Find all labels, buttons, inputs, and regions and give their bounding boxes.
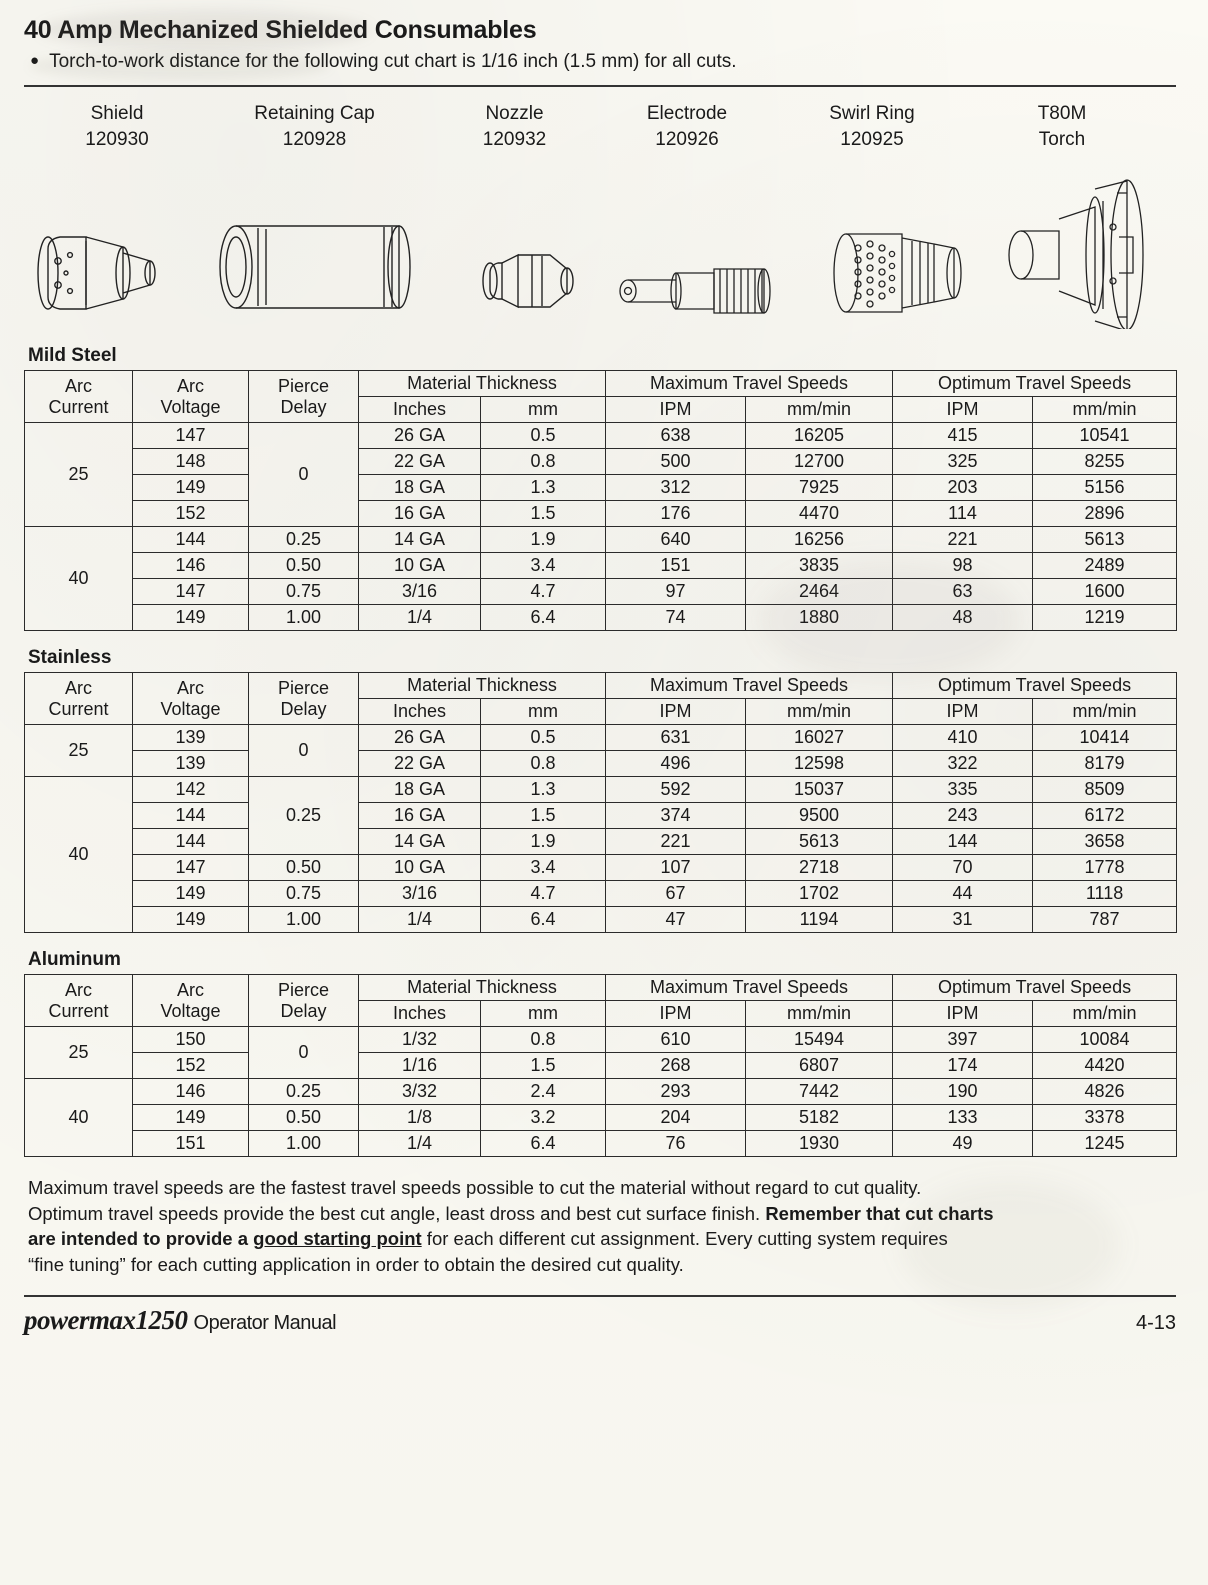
cell-inches: 14 GA <box>359 527 481 553</box>
table-row <box>25 475 1177 501</box>
part-number: 120926 <box>655 128 719 150</box>
cell-opt-mmmin: 2489 <box>1033 553 1177 579</box>
cell-arc-current: 25 <box>25 1027 133 1079</box>
consumables-diagram <box>24 154 1184 329</box>
cell-opt-mmmin: 1600 <box>1033 579 1177 605</box>
cell-inches: 26 GA <box>359 725 481 751</box>
header-opt-travel: Optimum Travel Speeds <box>893 975 1177 1001</box>
cell-max-mmmin: 4470 <box>746 501 893 527</box>
cell-opt-ipm: 133 <box>893 1105 1033 1131</box>
part-number: 120930 <box>85 128 149 150</box>
part-swirl-ring <box>772 101 972 152</box>
cell-voltage: 152 <box>133 1053 249 1079</box>
part-nozzle <box>427 101 602 152</box>
footnote-line-2: Optimum travel speeds provide the best cut angle, least dross and best cut surface finish. Remember that cut charts <box>28 1202 994 1224</box>
cell-arc-current: 25 <box>25 423 133 527</box>
cell-max-ipm: 640 <box>606 527 746 553</box>
consumables-labels <box>24 101 1184 152</box>
cut-chart-mild-steel <box>24 370 1177 631</box>
cell-max-mmmin: 6807 <box>746 1053 893 1079</box>
cut-chart-stainless <box>24 672 1177 933</box>
table-row <box>25 527 1177 553</box>
cell-opt-ipm: 31 <box>893 907 1033 933</box>
part-shield <box>32 101 202 152</box>
swirl-ring-art <box>824 214 974 329</box>
table-row <box>25 553 1177 579</box>
cell-voltage: 149 <box>133 881 249 907</box>
cell-voltage: 147 <box>133 579 249 605</box>
cell-max-mmmin: 7442 <box>746 1079 893 1105</box>
cell-mm: 6.4 <box>481 605 606 631</box>
header-mmmin-max: mm/min <box>746 699 893 725</box>
page-title: 40 Amp Mechanized Shielded Consumables <box>24 16 537 44</box>
cell-max-ipm: 176 <box>606 501 746 527</box>
part-number: 120928 <box>282 128 347 150</box>
cell-max-mmmin: 1702 <box>746 881 893 907</box>
cell-delay: 1.00 <box>249 1131 359 1157</box>
cell-mm: 1.5 <box>481 803 606 829</box>
cell-inches: 16 GA <box>359 501 481 527</box>
header-mm: mm <box>481 699 606 725</box>
header-ipm-max: IPM <box>606 397 746 423</box>
cell-max-ipm: 67 <box>606 881 746 907</box>
cell-voltage: 147 <box>133 423 249 449</box>
cell-inches: 10 GA <box>359 553 481 579</box>
cell-mm: 1.3 <box>481 777 606 803</box>
cell-opt-mmmin: 10084 <box>1033 1027 1177 1053</box>
table-row <box>25 751 1177 777</box>
footnote-line-1: Maximum travel speeds are the fastest travel speeds possible to cut the material without regard to cut quality. <box>28 1177 922 1199</box>
part-number: Torch <box>1038 128 1086 150</box>
cell-inches: 1/8 <box>359 1105 481 1131</box>
table-row <box>25 777 1177 803</box>
header-pierce-delay: Pierce Delay <box>249 975 359 1027</box>
part-electrode <box>602 101 772 152</box>
cell-max-ipm: 374 <box>606 803 746 829</box>
cell-voltage: 149 <box>133 1105 249 1131</box>
section-label-mild-steel: Mild Steel <box>28 345 117 367</box>
cell-delay: 0.50 <box>249 1105 359 1131</box>
table-row <box>25 501 1177 527</box>
torch-art <box>999 169 1159 329</box>
part-name: T80M <box>1037 103 1087 124</box>
cell-max-ipm: 500 <box>606 449 746 475</box>
cell-opt-ipm: 410 <box>893 725 1033 751</box>
cell-opt-ipm: 415 <box>893 423 1033 449</box>
cell-opt-ipm: 397 <box>893 1027 1033 1053</box>
cell-opt-ipm: 221 <box>893 527 1033 553</box>
cell-voltage: 146 <box>133 1079 249 1105</box>
table-row <box>25 449 1177 475</box>
cell-delay: 0.25 <box>249 1079 359 1105</box>
cell-mm: 0.5 <box>481 725 606 751</box>
table-row <box>25 579 1177 605</box>
cell-inches: 14 GA <box>359 829 481 855</box>
table-row <box>25 605 1177 631</box>
header-ipm-opt: IPM <box>893 699 1033 725</box>
cell-max-ipm: 74 <box>606 605 746 631</box>
cell-max-mmmin: 1194 <box>746 907 893 933</box>
cell-max-ipm: 221 <box>606 829 746 855</box>
cell-voltage: 148 <box>133 449 249 475</box>
cell-mm: 1.5 <box>481 1053 606 1079</box>
cell-opt-mmmin: 8255 <box>1033 449 1177 475</box>
table-row <box>25 1131 1177 1157</box>
cell-mm: 4.7 <box>481 881 606 907</box>
cell-arc-current: 40 <box>25 777 133 933</box>
part-retaining-cap <box>202 101 427 152</box>
footnote-block <box>28 1175 1178 1277</box>
cell-max-mmmin: 15494 <box>746 1027 893 1053</box>
cell-opt-ipm: 203 <box>893 475 1033 501</box>
cell-max-ipm: 610 <box>606 1027 746 1053</box>
cell-mm: 0.8 <box>481 1027 606 1053</box>
header-inches: Inches <box>359 397 481 423</box>
cell-voltage: 146 <box>133 553 249 579</box>
part-name: Electrode <box>646 103 728 124</box>
cell-voltage: 139 <box>133 751 249 777</box>
cell-mm: 3.4 <box>481 553 606 579</box>
page-number: 4-13 <box>1135 1312 1176 1335</box>
cell-max-mmmin: 1880 <box>746 605 893 631</box>
table-header-row <box>25 975 1177 1001</box>
table-row <box>25 1027 1177 1053</box>
cell-max-ipm: 97 <box>606 579 746 605</box>
cell-max-mmmin: 2718 <box>746 855 893 881</box>
cell-inches: 18 GA <box>359 475 481 501</box>
cell-opt-ipm: 114 <box>893 501 1033 527</box>
cell-max-ipm: 496 <box>606 751 746 777</box>
cell-max-mmmin: 15037 <box>746 777 893 803</box>
table-row <box>25 829 1177 855</box>
cell-delay: 0 <box>249 1027 359 1079</box>
cell-opt-ipm: 98 <box>893 553 1033 579</box>
cell-opt-mmmin: 8179 <box>1033 751 1177 777</box>
cell-mm: 2.4 <box>481 1079 606 1105</box>
header-material-thickness: Material Thickness <box>359 673 606 699</box>
header-ipm-max: IPM <box>606 1001 746 1027</box>
cell-max-mmmin: 9500 <box>746 803 893 829</box>
cell-opt-ipm: 44 <box>893 881 1033 907</box>
cell-max-mmmin: 2464 <box>746 579 893 605</box>
cell-max-mmmin: 1930 <box>746 1131 893 1157</box>
part-name: Nozzle <box>485 103 544 124</box>
cell-mm: 3.4 <box>481 855 606 881</box>
cell-opt-mmmin: 6172 <box>1033 803 1177 829</box>
electrode-art <box>614 249 789 329</box>
header-inches: Inches <box>359 699 481 725</box>
table-row <box>25 855 1177 881</box>
cell-inches: 18 GA <box>359 777 481 803</box>
header-opt-travel: Optimum Travel Speeds <box>893 371 1177 397</box>
cell-opt-ipm: 70 <box>893 855 1033 881</box>
cell-delay: 1.00 <box>249 605 359 631</box>
section-label-aluminum: Aluminum <box>28 949 121 971</box>
footnote-line-3: are intended to provide a good starting point for each different cut assignment. Every cutting system requires <box>28 1228 948 1250</box>
cell-mm: 3.2 <box>481 1105 606 1131</box>
cell-max-ipm: 107 <box>606 855 746 881</box>
cell-inches: 1/4 <box>359 907 481 933</box>
cell-voltage: 142 <box>133 777 249 803</box>
part-number: 120925 <box>840 128 904 150</box>
header-material-thickness: Material Thickness <box>359 975 606 1001</box>
cell-inches: 3/16 <box>359 881 481 907</box>
cell-delay: 1.00 <box>249 907 359 933</box>
cell-delay: 0.25 <box>249 777 359 855</box>
bullet-icon: ● <box>30 52 40 69</box>
cell-voltage: 149 <box>133 475 249 501</box>
cell-arc-current: 40 <box>25 527 133 631</box>
header-mmmin-opt: mm/min <box>1033 699 1177 725</box>
cell-inches: 1/4 <box>359 1131 481 1157</box>
cell-max-mmmin: 5613 <box>746 829 893 855</box>
cell-opt-ipm: 144 <box>893 829 1033 855</box>
cell-voltage: 149 <box>133 605 249 631</box>
cell-voltage: 139 <box>133 725 249 751</box>
cell-inches: 10 GA <box>359 855 481 881</box>
shield-art <box>28 209 178 329</box>
cell-max-ipm: 268 <box>606 1053 746 1079</box>
cell-arc-current: 25 <box>25 725 133 777</box>
cell-delay: 0.50 <box>249 553 359 579</box>
cell-inches: 3/16 <box>359 579 481 605</box>
header-ipm-opt: IPM <box>893 397 1033 423</box>
cell-opt-ipm: 63 <box>893 579 1033 605</box>
header-arc-voltage: Arc Voltage <box>133 673 249 725</box>
cell-inches: 1/16 <box>359 1053 481 1079</box>
cell-opt-mmmin: 10414 <box>1033 725 1177 751</box>
cell-max-ipm: 151 <box>606 553 746 579</box>
cell-inches: 26 GA <box>359 423 481 449</box>
table-row <box>25 803 1177 829</box>
header-max-travel: Maximum Travel Speeds <box>606 975 893 1001</box>
cell-voltage: 151 <box>133 1131 249 1157</box>
cell-opt-mmmin: 3658 <box>1033 829 1177 855</box>
cell-opt-mmmin: 1778 <box>1033 855 1177 881</box>
cell-max-mmmin: 16256 <box>746 527 893 553</box>
header-arc-current: Arc Current <box>25 975 133 1027</box>
cell-max-ipm: 638 <box>606 423 746 449</box>
cell-opt-mmmin: 5156 <box>1033 475 1177 501</box>
cell-max-ipm: 293 <box>606 1079 746 1105</box>
cell-max-ipm: 76 <box>606 1131 746 1157</box>
cell-mm: 0.5 <box>481 423 606 449</box>
table-row <box>25 1053 1177 1079</box>
cut-chart-aluminum <box>24 974 1177 1157</box>
cell-opt-mmmin: 2896 <box>1033 501 1177 527</box>
cell-voltage: 152 <box>133 501 249 527</box>
cell-opt-ipm: 322 <box>893 751 1033 777</box>
table-row <box>25 1105 1177 1131</box>
cell-voltage: 144 <box>133 803 249 829</box>
cell-delay: 0 <box>249 423 359 527</box>
section-label-stainless: Stainless <box>28 647 112 669</box>
cell-voltage: 150 <box>133 1027 249 1053</box>
cell-opt-mmmin: 4826 <box>1033 1079 1177 1105</box>
cell-max-ipm: 204 <box>606 1105 746 1131</box>
cell-mm: 6.4 <box>481 1131 606 1157</box>
cell-mm: 1.3 <box>481 475 606 501</box>
cell-max-ipm: 592 <box>606 777 746 803</box>
cell-max-mmmin: 12598 <box>746 751 893 777</box>
footnote-line-4: “fine tuning” for each cutting application in order to obtain the desired cut quality. <box>28 1253 684 1275</box>
table-row <box>25 1079 1177 1105</box>
cell-inches: 22 GA <box>359 751 481 777</box>
header-arc-current: Arc Current <box>25 673 133 725</box>
part-name: Shield <box>90 103 144 124</box>
cell-opt-ipm: 190 <box>893 1079 1033 1105</box>
table-row <box>25 907 1177 933</box>
header-mmmin-max: mm/min <box>746 1001 893 1027</box>
cell-voltage: 149 <box>133 907 249 933</box>
header-material-thickness: Material Thickness <box>359 371 606 397</box>
table-row <box>25 881 1177 907</box>
cell-max-mmmin: 7925 <box>746 475 893 501</box>
header-max-travel: Maximum Travel Speeds <box>606 371 893 397</box>
header-arc-current: Arc Current <box>25 371 133 423</box>
cell-max-mmmin: 3835 <box>746 553 893 579</box>
header-mm: mm <box>481 397 606 423</box>
header-arc-voltage: Arc Voltage <box>133 975 249 1027</box>
cell-mm: 1.5 <box>481 501 606 527</box>
cell-mm: 1.9 <box>481 527 606 553</box>
brand-logo: powermax1250 Operator Manual <box>24 1305 337 1336</box>
cell-opt-ipm: 325 <box>893 449 1033 475</box>
footer-divider <box>24 1295 1176 1297</box>
nozzle-art <box>472 229 592 329</box>
cell-opt-ipm: 48 <box>893 605 1033 631</box>
cell-voltage: 144 <box>133 829 249 855</box>
part-number: 120932 <box>482 128 547 150</box>
cell-delay: 0.75 <box>249 579 359 605</box>
cell-inches: 1/4 <box>359 605 481 631</box>
header-arc-voltage: Arc Voltage <box>133 371 249 423</box>
header-inches: Inches <box>359 1001 481 1027</box>
cell-max-ipm: 312 <box>606 475 746 501</box>
cell-inches: 22 GA <box>359 449 481 475</box>
part-torch <box>972 101 1152 152</box>
table-header-row <box>25 371 1177 397</box>
part-name: Retaining Cap <box>254 103 375 124</box>
cell-max-ipm: 47 <box>606 907 746 933</box>
header-divider <box>24 85 1176 87</box>
cell-voltage: 147 <box>133 855 249 881</box>
header-pierce-delay: Pierce Delay <box>249 371 359 423</box>
header-opt-travel: Optimum Travel Speeds <box>893 673 1177 699</box>
cell-opt-mmmin: 4420 <box>1033 1053 1177 1079</box>
cell-max-mmmin: 12700 <box>746 449 893 475</box>
table-row <box>25 725 1177 751</box>
header-mmmin-opt: mm/min <box>1033 1001 1177 1027</box>
cell-mm: 6.4 <box>481 907 606 933</box>
cell-max-mmmin: 16205 <box>746 423 893 449</box>
part-name: Swirl Ring <box>829 103 915 124</box>
cell-opt-ipm: 174 <box>893 1053 1033 1079</box>
cell-inches: 16 GA <box>359 803 481 829</box>
cell-voltage: 144 <box>133 527 249 553</box>
header-max-travel: Maximum Travel Speeds <box>606 673 893 699</box>
cell-opt-mmmin: 1118 <box>1033 881 1177 907</box>
retaining-cap-art <box>214 204 429 329</box>
cell-delay: 0 <box>249 725 359 777</box>
cell-opt-mmmin: 10541 <box>1033 423 1177 449</box>
page-footer <box>24 1305 1176 1336</box>
cell-opt-mmmin: 8509 <box>1033 777 1177 803</box>
cell-opt-mmmin: 787 <box>1033 907 1177 933</box>
cell-mm: 1.9 <box>481 829 606 855</box>
cell-opt-mmmin: 3378 <box>1033 1105 1177 1131</box>
cell-delay: 0.50 <box>249 855 359 881</box>
cell-mm: 4.7 <box>481 579 606 605</box>
cell-max-ipm: 631 <box>606 725 746 751</box>
torch-distance-text: Torch-to-work distance for the following cut chart is 1/16 inch (1.5 mm) for all cuts. <box>49 51 737 72</box>
cell-opt-ipm: 243 <box>893 803 1033 829</box>
cell-inches: 3/32 <box>359 1079 481 1105</box>
torch-distance-note <box>30 51 1184 73</box>
cell-delay: 0.75 <box>249 881 359 907</box>
cell-max-mmmin: 5182 <box>746 1105 893 1131</box>
cell-mm: 0.8 <box>481 751 606 777</box>
cell-mm: 0.8 <box>481 449 606 475</box>
cell-opt-ipm: 335 <box>893 777 1033 803</box>
header-mm: mm <box>481 1001 606 1027</box>
cell-opt-mmmin: 1245 <box>1033 1131 1177 1157</box>
header-ipm-opt: IPM <box>893 1001 1033 1027</box>
header-ipm-max: IPM <box>606 699 746 725</box>
cell-arc-current: 40 <box>25 1079 133 1157</box>
table-row <box>25 423 1177 449</box>
cell-opt-ipm: 49 <box>893 1131 1033 1157</box>
cell-max-mmmin: 16027 <box>746 725 893 751</box>
header-mmmin-opt: mm/min <box>1033 397 1177 423</box>
cell-inches: 1/32 <box>359 1027 481 1053</box>
header-mmmin-max: mm/min <box>746 397 893 423</box>
cell-delay: 0.25 <box>249 527 359 553</box>
cell-opt-mmmin: 5613 <box>1033 527 1177 553</box>
cell-opt-mmmin: 1219 <box>1033 605 1177 631</box>
header-pierce-delay: Pierce Delay <box>249 673 359 725</box>
table-header-row <box>25 673 1177 699</box>
